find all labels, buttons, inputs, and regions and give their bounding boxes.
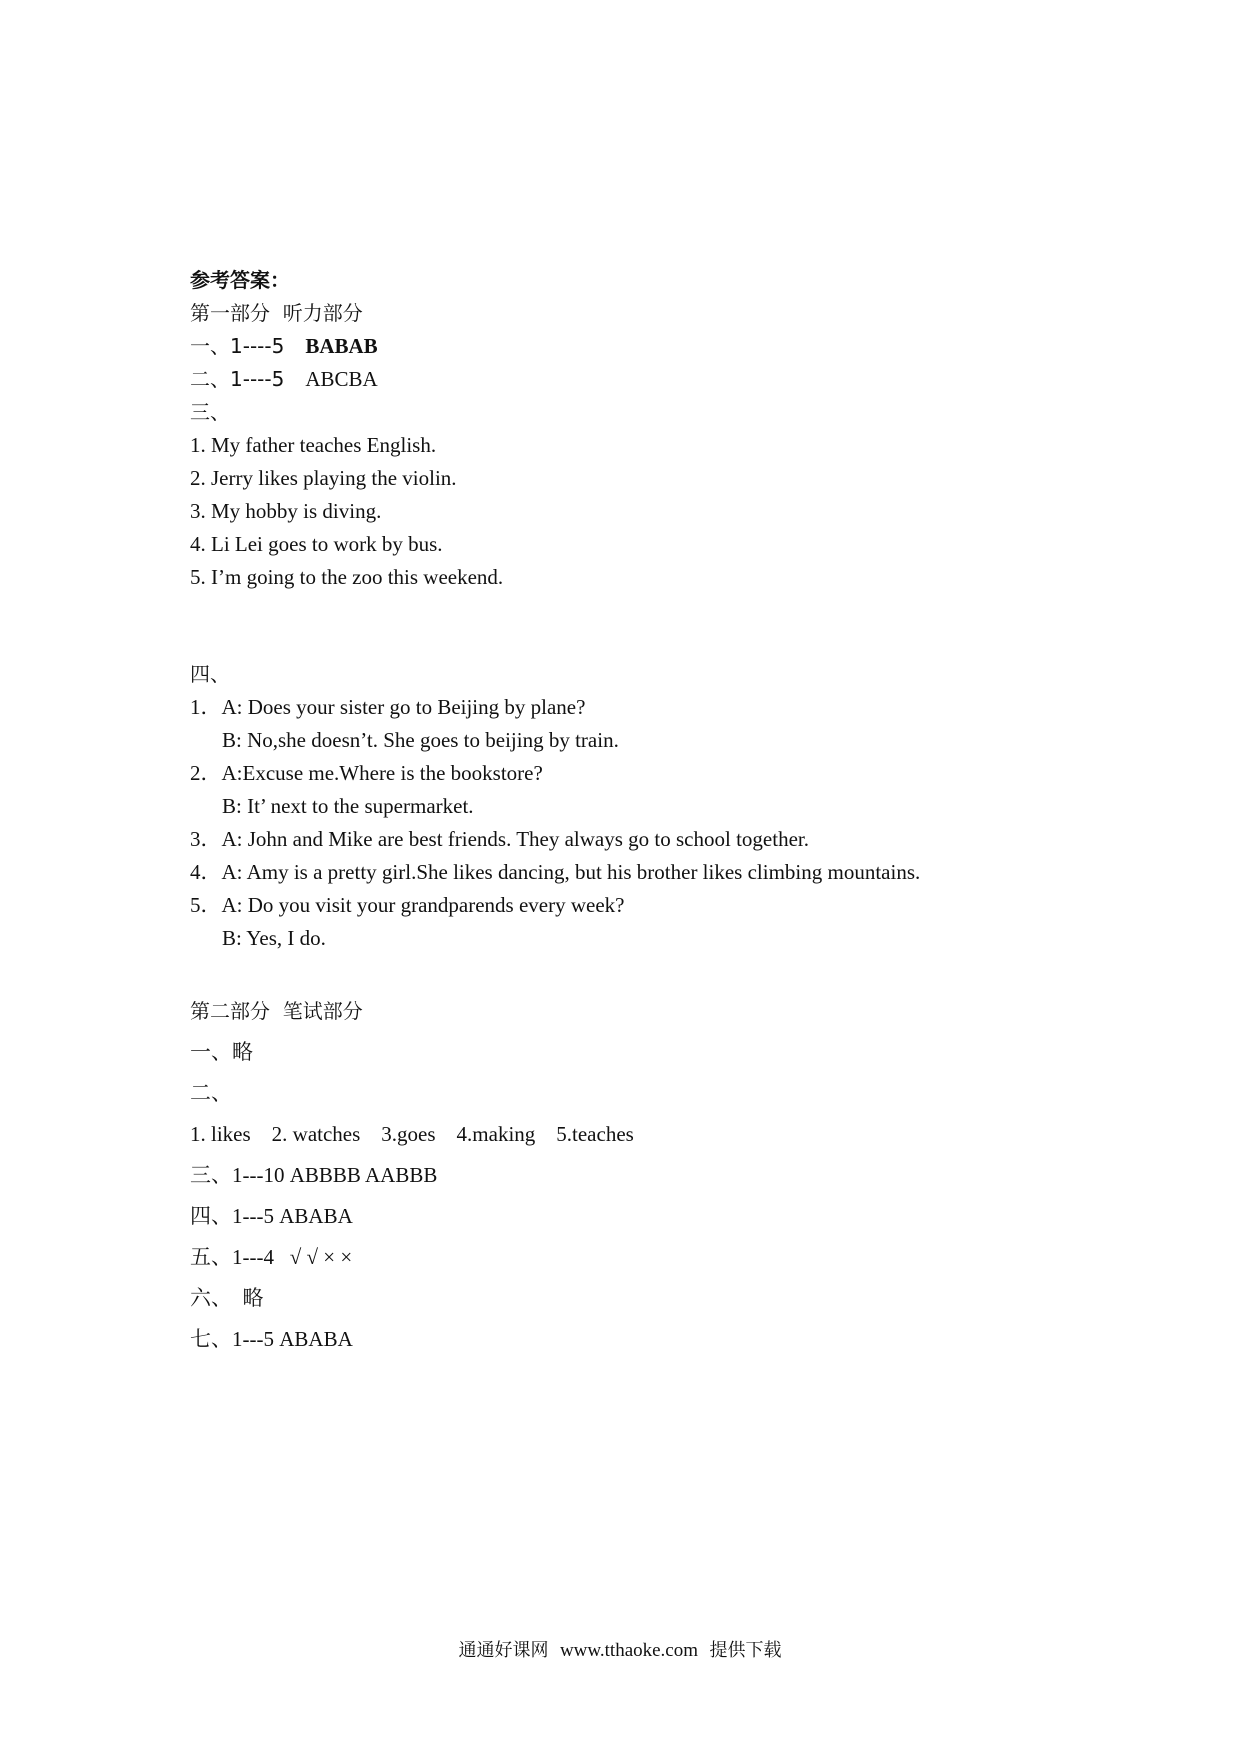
list-item: 2. Jerry likes playing the violin. xyxy=(190,466,457,490)
answer-key-heading: 参考答案： xyxy=(190,268,290,292)
footer-site-name: 通通好课网 xyxy=(458,1640,549,1661)
part2-item: 一、略 xyxy=(190,1040,253,1064)
part2-item: 六、 略 xyxy=(190,1286,264,1310)
dialogue-line: 2．A:Excuse me.Where is the bookstore? xyxy=(190,761,543,785)
part1-section3-label: 三、 xyxy=(190,400,230,424)
dialogue-line: 5．A: Do you visit your grandparends every week? xyxy=(190,893,625,917)
footer-note: 提供下载 xyxy=(709,1640,782,1661)
part2-item: 七、1---5 ABABA xyxy=(190,1327,353,1351)
dialogue-line: 3．A: John and Mike are best friends. They always go to school together. xyxy=(190,827,809,851)
part1-title: 第一部分 听力部分 xyxy=(190,301,363,325)
part2-item: 三、1---10 ABBBB AABBB xyxy=(190,1163,438,1187)
list-item: 4. Li Lei goes to work by bus. xyxy=(190,532,443,556)
section-answer: BABAB xyxy=(305,334,378,358)
dialogue-line: 1．A: Does your sister go to Beijing by plane? xyxy=(190,695,586,719)
part1-section2 xyxy=(190,363,1150,396)
part2-item: 二、 xyxy=(190,1081,232,1105)
part1-section1 xyxy=(190,330,1150,363)
part2 xyxy=(190,991,1150,1360)
section-label: 一、1----5 xyxy=(190,334,285,358)
dialogue-line: B: Yes, I do. xyxy=(222,926,326,950)
part1-section4-label: 四、 xyxy=(190,662,230,686)
dialogue-line: B: No,she doesn’t. She goes to beijing by train. xyxy=(222,728,619,752)
answer-key xyxy=(190,264,1150,1360)
dialogue-line: B: It’ next to the supermarket. xyxy=(222,794,474,818)
part2-item: 五、1---4 √ √ × × xyxy=(190,1245,353,1269)
section-label: 二、1----5 xyxy=(190,367,285,391)
list-item: 5. I’m going to the zoo this weekend. xyxy=(190,565,504,589)
part2-item: 四、1---5 ABABA xyxy=(190,1204,353,1228)
section-answer: ABCBA xyxy=(305,367,378,391)
list-item: 1. My father teaches English. xyxy=(190,433,437,457)
dialogue-line: 4．A: Amy is a pretty girl.She likes dancing, but his brother likes climbing mountains. xyxy=(190,860,921,884)
list-item: 3. My hobby is diving. xyxy=(190,499,382,523)
footer-url: www.tthaoke.com xyxy=(559,1640,699,1661)
page-footer xyxy=(0,1636,1240,1662)
part2-item: 1. likes 2. watches 3.goes 4.making 5.teaches xyxy=(190,1122,634,1146)
part2-title: 第二部分 笔试部分 xyxy=(190,999,363,1023)
